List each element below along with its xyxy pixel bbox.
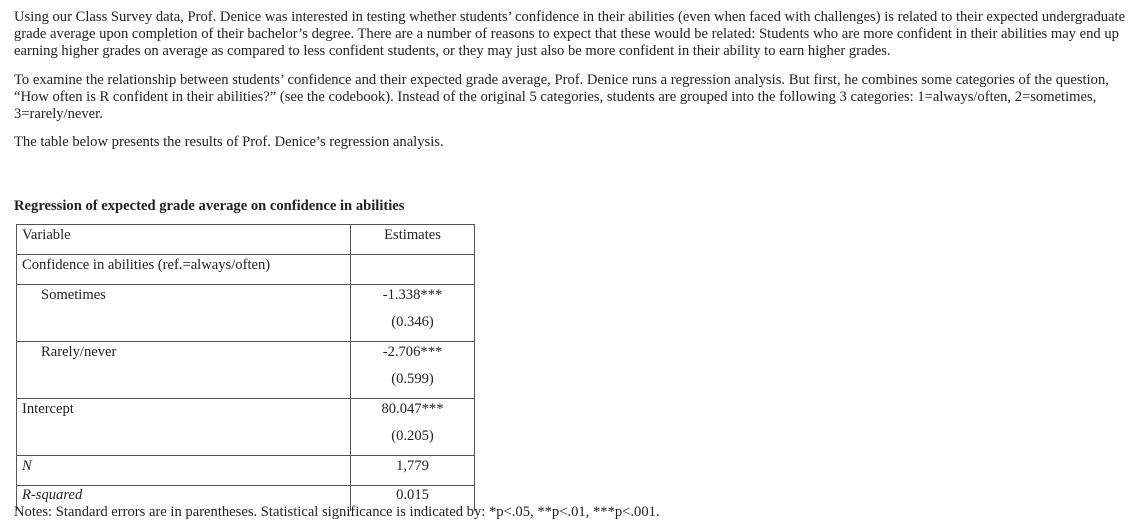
group-estimate-empty [351, 255, 475, 285]
row-label-intercept: Intercept [17, 399, 351, 456]
row-estimate-rarely-never [351, 342, 475, 399]
table-notes: Notes: Standard errors are in parentheses. Statistical significance is indicated by: *p<.05, **p<.01, ***p<.001. [14, 504, 660, 520]
table-row-n [17, 456, 475, 486]
header-variable: Variable [17, 225, 351, 255]
intro-paragraph-2: To examine the relationship between students’ confidence and their expected grade average, Prof. Denice runs a regression analysis. But first, he combines some categories of the question, “How often is R confident in their abilities?” (see the codebook). Instead of the original 5 categories, students are grouped into the following 3 categories: 1=always/often, 2=sometimes, 3=rarely/never. [14, 72, 1109, 122]
row-estimate-intercept [351, 399, 475, 456]
row-label-n: N [17, 456, 351, 486]
group-row [17, 255, 475, 285]
intro-paragraph-3: The table below presents the results of Prof. Denice’s regression analysis. [14, 134, 444, 150]
standard-error: (0.599) [391, 371, 434, 387]
table-row-intercept [17, 399, 475, 456]
estimate-value: -2.706*** [382, 344, 443, 360]
standard-error: (0.205) [391, 428, 434, 444]
table-row-rarely-never [17, 342, 475, 399]
estimate-value: 80.047*** [381, 401, 444, 417]
table-title: Regression of expected grade average on confidence in abilities [14, 198, 405, 214]
regression-table [16, 224, 475, 511]
intro-paragraph-1: Using our Class Survey data, Prof. Denice was interested in testing whether students’ confidence in their abilities (even when faced with challenges) is related to their expected undergraduate grade average upon completion of their bachelor’s degree. There are a number of reasons to expect that these would be related: Students who are more confident in their abilities may end up earning higher grades on average as compared to less confident students, or they may just also be more confident in their ability to earn higher grades. [14, 9, 1126, 59]
row-estimate-sometimes [351, 285, 475, 342]
header-estimates: Estimates [351, 225, 475, 255]
row-value-r-squared: 0.015 [351, 486, 475, 512]
row-label-sometimes: Sometimes [17, 285, 351, 342]
estimate-value: -1.338*** [382, 287, 443, 303]
row-label-rarely-never: Rarely/never [17, 342, 351, 399]
row-value-n: 1,779 [351, 456, 475, 486]
group-label: Confidence in abilities (ref.=always/often) [17, 255, 351, 285]
table-row-sometimes [17, 285, 475, 342]
row-label-r-squared: R-squared [17, 486, 351, 512]
table-header-row [17, 225, 475, 255]
intro-text [14, 9, 1142, 151]
standard-error: (0.346) [391, 314, 434, 330]
